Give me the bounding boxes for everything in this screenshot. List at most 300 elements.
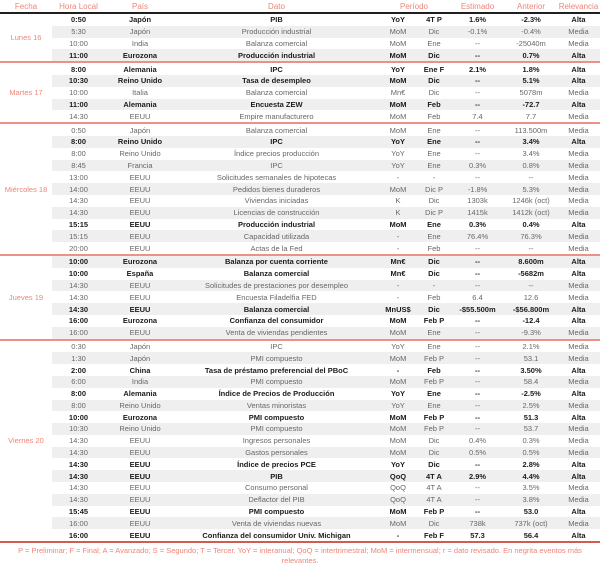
cell-dato: Balanza comercial	[245, 125, 308, 135]
cell-periodo-tipo: -	[396, 365, 400, 375]
event-row	[52, 75, 600, 87]
cell-anterior: 5.3%	[522, 184, 540, 194]
cell-anterior: 737k (oct)	[514, 518, 548, 528]
cell-pais: Francia	[127, 160, 153, 170]
cell-pais: Japón	[128, 15, 152, 25]
cell-hora-local: 0:50	[71, 125, 86, 135]
cell-relevancia: Alta	[571, 76, 586, 86]
cell-estimado: 1415k	[467, 208, 488, 218]
cell-relevancia: Media	[568, 88, 589, 98]
cell-dato: PMI compuesto	[250, 377, 303, 387]
col-header-hora-local: Hora Local	[59, 1, 98, 11]
cell-periodo-mes: Feb P	[423, 507, 445, 517]
event-row	[52, 136, 600, 148]
cell-relevancia: Media	[568, 196, 589, 206]
cell-relevancia: Alta	[571, 257, 586, 267]
col-header-estimado: Estimado	[460, 1, 495, 11]
cell-anterior: -5682m	[518, 269, 544, 279]
cell-periodo-tipo: MoM	[389, 436, 407, 446]
cell-hora-local: 14:30	[69, 111, 88, 121]
cell-hora-local: 14:30	[68, 471, 89, 481]
cell-dato: Tasa de desempleo	[242, 76, 311, 86]
cell-hora-local: 14:30	[69, 280, 88, 290]
cell-periodo-mes: Feb P	[423, 316, 445, 326]
cell-periodo-tipo: YoY	[391, 341, 405, 351]
date-label: Jueves 19	[8, 292, 44, 302]
cell-pais: Reino Unido	[119, 400, 161, 410]
cell-periodo-tipo: MoM	[389, 38, 407, 48]
cell-periodo-tipo: MoM	[389, 125, 407, 135]
cell-dato: Actas de la Fed	[250, 243, 303, 253]
cell-anterior: 56.4	[523, 530, 539, 540]
cell-estimado: 7.4	[472, 111, 483, 121]
cell-pais: Reino Unido	[119, 424, 161, 434]
cell-periodo-mes: 4T P	[426, 15, 442, 25]
cell-periodo-mes: Dic	[428, 304, 440, 314]
cell-periodo-tipo: MoM	[389, 111, 407, 121]
event-row	[52, 327, 600, 339]
cell-estimado: 738k	[469, 518, 486, 528]
cell-periodo-mes: Ene	[427, 341, 441, 351]
cell-pais: Alemania	[123, 64, 157, 74]
cell-pais: Alemania	[123, 99, 157, 109]
col-header-anterior: Anterior	[516, 1, 545, 11]
cell-relevancia: Media	[568, 495, 589, 505]
cell-estimado: --	[475, 137, 480, 147]
cell-estimado: --	[475, 172, 480, 182]
cell-dato: Balanza comercial	[243, 304, 310, 314]
cell-estimado: --	[475, 483, 480, 493]
cell-hora-local: 14:00	[69, 184, 88, 194]
cell-periodo-mes: Ene	[427, 231, 441, 241]
event-rows	[52, 14, 600, 61]
cell-estimado: --	[475, 341, 480, 351]
cell-relevancia: Media	[568, 172, 589, 182]
cell-estimado: 0.4%	[468, 436, 487, 446]
cell-estimado: --	[475, 76, 480, 86]
cell-periodo-mes: Dic P	[425, 184, 443, 194]
cell-pais: Eurozona	[122, 50, 158, 60]
cell-hora-local: 14:30	[69, 483, 88, 493]
cell-anterior: -2.3%	[521, 15, 541, 25]
event-row	[52, 470, 600, 482]
cell-periodo-tipo: MoM	[389, 219, 407, 229]
cell-periodo-mes: Ene F	[423, 64, 445, 74]
date-label: Martes 17	[9, 88, 43, 98]
cell-dato: Balanza comercial	[245, 38, 308, 48]
cell-estimado: --	[475, 412, 480, 422]
cell-anterior: 2.5%	[522, 400, 540, 410]
cell-relevancia: Alta	[571, 459, 586, 469]
cell-hora-local: 11:00	[69, 50, 88, 60]
cell-hora-local: 14:30	[69, 292, 88, 302]
day-section	[0, 61, 600, 122]
cell-periodo-tipo: YoY	[390, 15, 406, 25]
cell-anterior: 3.5%	[522, 483, 540, 493]
cell-relevancia: Alta	[571, 316, 586, 326]
cell-hora-local: 0:30	[71, 341, 86, 351]
cell-dato: Empire manufacturero	[239, 111, 314, 121]
day-section	[0, 254, 600, 339]
cell-periodo-tipo: -	[396, 243, 400, 253]
cell-periodo-mes: Feb	[427, 111, 441, 121]
event-row	[52, 207, 600, 219]
cell-periodo-tipo: MoM	[389, 184, 407, 194]
cell-periodo-mes: Feb	[427, 243, 441, 253]
cell-anterior: 1412k (oct)	[512, 208, 550, 218]
col-header-dato: Dato	[268, 1, 285, 11]
event-row	[52, 303, 600, 315]
cell-pais: EEUU	[129, 483, 151, 493]
cell-relevancia: Alta	[571, 507, 586, 517]
cell-estimado: 0.3%	[468, 219, 487, 229]
cell-anterior: 3.50%	[520, 365, 542, 375]
cell-dato: Viviendas iniciadas	[244, 196, 309, 206]
cell-hora-local: 5:30	[71, 27, 86, 37]
cell-periodo-tipo: QoQ	[389, 471, 407, 481]
event-row	[52, 423, 600, 435]
cell-anterior: 3.4%	[522, 149, 540, 159]
cell-relevancia: Media	[568, 424, 589, 434]
day-section	[0, 339, 600, 542]
cell-relevancia: Media	[568, 125, 589, 135]
event-row	[52, 458, 600, 470]
table-footnote	[0, 541, 600, 566]
cell-dato: PMI compuesto	[248, 507, 305, 517]
cell-relevancia: Alta	[571, 219, 586, 229]
event-row	[52, 195, 600, 207]
cell-anterior: -12.4	[522, 316, 540, 326]
cell-relevancia: Media	[568, 27, 589, 37]
cell-periodo-mes: Ene	[427, 219, 441, 229]
cell-dato: Ventas minoristas	[246, 400, 307, 410]
cell-estimado: --	[475, 507, 480, 517]
cell-dato: Capacidad utilizada	[243, 231, 310, 241]
date-label: Miércoles 18	[4, 184, 48, 194]
cell-anterior: 53.7	[523, 424, 539, 434]
cell-anterior: -$56.800m	[512, 304, 550, 314]
cell-periodo-mes: Ene	[427, 160, 441, 170]
cell-relevancia: Alta	[571, 530, 586, 540]
cell-dato: PIB	[270, 471, 283, 481]
cell-hora-local: 10:00	[68, 412, 89, 422]
cell-pais: EEUU	[129, 219, 151, 229]
cell-relevancia: Alta	[571, 471, 586, 481]
cell-periodo-tipo: MoM	[389, 316, 407, 326]
cell-pais: Japón	[129, 27, 151, 37]
cell-anterior: 76.3%	[520, 231, 542, 241]
cell-anterior: -9.3%	[521, 328, 541, 338]
cell-estimado: --	[475, 495, 480, 505]
cell-pais: España	[126, 269, 154, 279]
cell-estimado: --	[475, 50, 480, 60]
cell-estimado: --	[475, 316, 480, 326]
cell-relevancia: Media	[568, 208, 589, 218]
cell-hora-local: 16:00	[68, 530, 89, 540]
cell-dato: IPC	[270, 64, 283, 74]
cell-relevancia: Media	[568, 448, 589, 458]
event-row	[52, 268, 600, 280]
cell-pais: Reino Unido	[117, 76, 163, 86]
event-row	[52, 148, 600, 160]
cell-pais: Japón	[129, 125, 151, 135]
cell-dato: PMI compuesto	[250, 353, 303, 363]
cell-relevancia: Media	[568, 111, 589, 121]
cell-dato: Índice de precios PCE	[237, 459, 316, 469]
cell-periodo-mes: Feb P	[423, 377, 444, 387]
cell-relevancia: Alta	[571, 64, 586, 74]
cell-hora-local: 16:00	[69, 518, 88, 528]
cell-periodo-tipo: Mn€	[390, 88, 406, 98]
cell-anterior: 2.1%	[522, 341, 540, 351]
cell-anterior: 1.8%	[522, 64, 540, 74]
cell-relevancia: Media	[568, 518, 589, 528]
legend-text: P = Preliminar; F = Final; A = Avanzado; S = Segundo; T = Tercer. YoY = interanual; QoQ = intertrimestral; MoM = intermensual; r = dato revisado. En negrita eventos más relevantes.	[18, 546, 582, 566]
cell-hora-local: 11:00	[69, 99, 88, 109]
cell-estimado: --	[475, 149, 480, 159]
event-row	[52, 38, 600, 50]
cell-periodo-tipo: YoY	[390, 64, 406, 74]
event-row	[52, 315, 600, 327]
cell-estimado: -$55.500m	[459, 304, 496, 314]
cell-estimado: 1.6%	[468, 15, 487, 25]
cell-relevancia: Media	[568, 160, 589, 170]
cell-hora-local: 1:30	[71, 353, 86, 363]
cell-relevancia: Media	[568, 231, 589, 241]
cell-relevancia: Alta	[571, 269, 586, 279]
cell-anterior: 113.500m	[514, 125, 548, 135]
cell-estimado: --	[475, 424, 480, 434]
cell-hora-local: 10:00	[68, 269, 89, 279]
cell-estimado: 0.3%	[468, 160, 487, 170]
cell-periodo-mes: Dic	[428, 27, 440, 37]
cell-relevancia: Media	[568, 436, 589, 446]
cell-pais: Reino Unido	[117, 137, 163, 147]
cell-periodo-mes: Feb P	[423, 412, 445, 422]
cell-relevancia: Alta	[571, 15, 586, 25]
cell-periodo-mes: Dic	[428, 518, 440, 528]
cell-periodo-tipo: MoM	[389, 412, 407, 422]
cell-hora-local: 2:00	[70, 365, 86, 375]
cell-anterior: -25040m	[516, 38, 546, 48]
cell-dato: PMI compuesto	[248, 412, 305, 422]
cell-relevancia: Alta	[571, 412, 586, 422]
cell-anterior: 0.8%	[522, 160, 540, 170]
cell-hora-local: 15:45	[68, 507, 89, 517]
cell-hora-local: 10:30	[69, 424, 88, 434]
cell-pais: EEUU	[129, 280, 151, 290]
cell-periodo-tipo: MoM	[389, 353, 407, 363]
cell-anterior: 8.600m	[518, 257, 544, 267]
cell-estimado: 6.4	[472, 292, 483, 302]
cell-periodo-mes: Dic	[428, 76, 440, 86]
cell-estimado: --	[475, 125, 480, 135]
cell-pais: EEUU	[129, 304, 151, 314]
cell-relevancia: Media	[568, 400, 589, 410]
cell-dato: Índice precios producción	[233, 149, 320, 159]
event-row	[52, 506, 600, 518]
cell-estimado: 57.3	[470, 530, 485, 540]
cell-dato: Balanza por cuenta corriente	[225, 257, 328, 267]
cell-estimado: 2.9%	[468, 471, 487, 481]
cell-relevancia: Alta	[571, 304, 586, 314]
cell-periodo-tipo: QoQ	[390, 483, 406, 493]
cell-periodo-tipo: YoY	[391, 400, 405, 410]
cell-relevancia: Alta	[571, 389, 586, 399]
cell-dato: Encuesta Filadelfia FED	[236, 292, 317, 302]
event-row	[52, 376, 600, 388]
cell-hora-local: 15:15	[69, 231, 88, 241]
cell-pais: Japón	[129, 341, 151, 351]
cell-periodo-tipo: -	[396, 530, 400, 540]
event-row	[52, 447, 600, 459]
event-row	[52, 291, 600, 303]
col-header-periodo: Período	[399, 1, 429, 11]
cell-pais: EEUU	[129, 328, 151, 338]
cell-pais: EEUU	[129, 518, 151, 528]
event-row	[52, 280, 600, 292]
cell-anterior: 0.7%	[522, 50, 540, 60]
event-row	[52, 14, 600, 26]
cell-anterior: -72.7	[522, 99, 540, 109]
cell-hora-local: 10:00	[69, 88, 88, 98]
cell-periodo-mes: Feb	[427, 292, 441, 302]
cell-periodo-mes: 4T A	[426, 495, 442, 505]
cell-dato: Solicitudes semanales de hipotecas	[216, 172, 337, 182]
cell-dato: Índice de Precios de Producción	[218, 389, 335, 399]
cell-periodo-mes: Ene	[427, 137, 441, 147]
cell-dato: Solicitudes de prestaciones por desempleo	[204, 280, 348, 290]
cell-dato: Confianza del consumidor Univ. Michigan	[202, 530, 351, 540]
cell-anterior: 51.3	[523, 412, 539, 422]
cell-dato: Consumo personal	[245, 483, 308, 493]
cell-hora-local: 6:00	[71, 377, 86, 387]
event-row	[52, 160, 600, 172]
cell-periodo-tipo: YoY	[390, 389, 406, 399]
cell-relevancia: Media	[568, 341, 589, 351]
cell-periodo-mes: 4T A	[426, 471, 442, 481]
cell-anterior: 7.7	[525, 111, 537, 121]
cell-periodo-tipo: MoM	[389, 99, 407, 109]
cell-pais: EEUU	[129, 231, 151, 241]
cell-hora-local: 14:30	[69, 448, 88, 458]
cell-relevancia: Media	[568, 243, 589, 253]
cell-dato: Licencias de construcción	[233, 208, 320, 218]
event-row	[52, 219, 600, 231]
cell-anterior: 4.4%	[522, 471, 540, 481]
cell-periodo-mes: Dic	[428, 257, 440, 267]
cell-pais: Japón	[129, 353, 151, 363]
cell-hora-local: 8:00	[70, 137, 86, 147]
cell-anterior: 12.6	[523, 292, 539, 302]
cell-hora-local: 10:00	[68, 257, 89, 267]
cell-dato: Ingresos personales	[242, 436, 311, 446]
cell-pais: EEUU	[129, 530, 151, 540]
cell-estimado: 2.1%	[468, 64, 487, 74]
cell-periodo-mes: Feb	[427, 365, 441, 375]
cell-relevancia: Media	[568, 377, 589, 387]
event-row	[52, 183, 600, 195]
cell-periodo-tipo: -	[396, 172, 400, 182]
event-row	[52, 230, 600, 242]
cell-periodo-mes: Ene	[427, 38, 441, 48]
cell-dato: IPC	[270, 160, 283, 170]
cell-periodo-tipo: Mn€	[390, 257, 406, 267]
cell-hora-local: 13:00	[69, 172, 88, 182]
cell-periodo-mes: Dic	[428, 50, 440, 60]
cell-pais: China	[129, 365, 151, 375]
cell-periodo-mes: Ene	[427, 149, 441, 159]
cell-anterior: 3.8%	[522, 495, 540, 505]
cell-periodo-mes: Dic	[428, 436, 440, 446]
cell-hora-local: 8:00	[70, 64, 86, 74]
event-rows	[52, 124, 600, 254]
cell-relevancia: Alta	[571, 365, 586, 375]
cell-estimado: --	[475, 38, 480, 48]
event-row	[52, 517, 600, 529]
cell-relevancia: Alta	[571, 50, 586, 60]
col-header-fecha: Fecha	[14, 1, 38, 11]
cell-hora-local: 16:00	[68, 316, 89, 326]
cell-periodo-tipo: QoQ	[390, 495, 406, 505]
cell-pais: Italia	[132, 88, 148, 98]
event-row	[52, 352, 600, 364]
cell-dato: Producción industrial	[241, 27, 312, 37]
cell-periodo-tipo: MoM	[389, 76, 407, 86]
cell-anterior: --	[528, 243, 534, 253]
cell-dato: Encuesta ZEW	[250, 99, 303, 109]
event-row	[52, 529, 600, 541]
cell-anterior: 5.1%	[522, 76, 540, 86]
cell-anterior: 0.4%	[522, 219, 540, 229]
calendar-body	[0, 14, 600, 541]
cell-pais: EEUU	[129, 471, 151, 481]
cell-periodo-mes: Dic	[428, 459, 440, 469]
cell-periodo-mes: Feb	[427, 99, 441, 109]
event-row	[52, 341, 600, 353]
cell-periodo-mes: Dic	[428, 196, 440, 206]
cell-anterior: 0.5%	[522, 448, 540, 458]
cell-periodo-mes: Dic	[428, 448, 440, 458]
cell-hora-local: 14:30	[69, 196, 88, 206]
cell-relevancia: Media	[568, 353, 589, 363]
cell-periodo-tipo: MnUS$	[385, 304, 411, 314]
cell-hora-local: 14:30	[69, 495, 88, 505]
event-row	[52, 364, 600, 376]
cell-anterior: 0.3%	[522, 436, 540, 446]
cell-dato: Balanza comercial	[245, 88, 308, 98]
cell-pais: EEUU	[129, 196, 151, 206]
cell-pais: Eurozona	[122, 316, 158, 326]
cell-relevancia: Media	[568, 184, 589, 194]
cell-periodo-tipo: MoM	[389, 448, 407, 458]
cell-hora-local: 16:00	[69, 328, 88, 338]
cell-periodo-mes: -	[432, 280, 436, 290]
cell-periodo-tipo: Mn€	[390, 269, 406, 279]
cell-estimado: --	[475, 365, 480, 375]
cell-dato: Gastos personales	[245, 448, 308, 458]
col-header-relevancia: Relevancia	[558, 1, 599, 11]
cell-periodo-tipo: -	[396, 292, 400, 302]
event-rows	[52, 341, 600, 542]
cell-dato: Producción industrial	[237, 219, 316, 229]
cell-dato: Balanza comercial	[243, 269, 310, 279]
cell-pais: India	[131, 38, 149, 48]
cell-periodo-tipo: MoM	[389, 27, 407, 37]
cell-dato: IPC	[270, 137, 283, 147]
cell-anterior: --	[528, 172, 534, 182]
cell-estimado: --	[475, 257, 480, 267]
